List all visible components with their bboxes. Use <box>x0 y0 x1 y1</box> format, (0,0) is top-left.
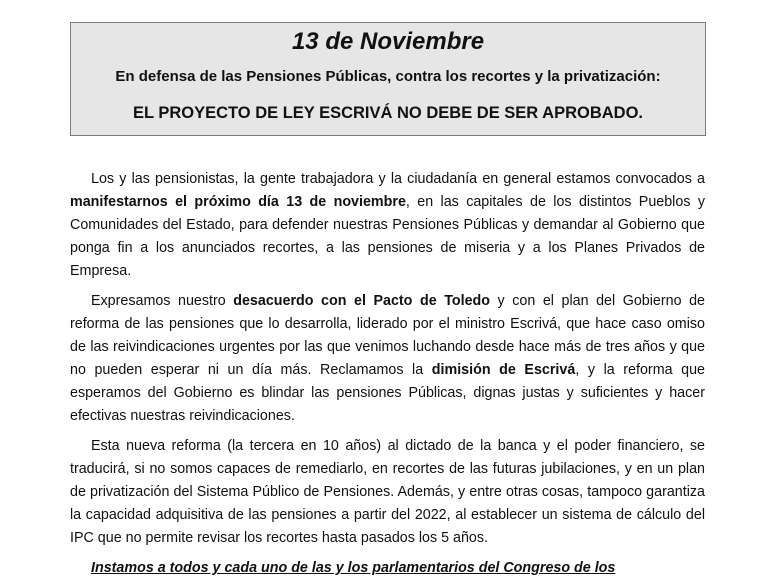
paragraph-4: Instamos a todos y cada uno de las y los parlamentarios del Congreso de los <box>91 560 616 576</box>
paragraph-1: Los y las pensionistas, la gente trabajadora y la ciudadanía en general estamos convocados a manifestarnos el próximo día 13 de noviembre, en las capitales de los distintos Pueblos y Comunidades del Estado, para defender nuestras Pensiones Públicas y demandar al Gobierno que ponga fin a los anunciados recortes, a las pensiones de miseria y a los Planes Privados de Empresa. <box>70 171 705 279</box>
document-date: 13 de Noviembre <box>291 28 485 55</box>
document-body <box>70 168 705 587</box>
emphasis-demonstration: manifestarnos el próximo día 13 de noviembre <box>70 194 406 210</box>
document-headline: EL PROYECTO DE LEY ESCRIVÁ NO DEBE DE SER APROBADO. <box>132 104 644 122</box>
header-box <box>70 22 706 136</box>
paragraph-2: Expresamos nuestro desacuerdo con el Pacto de Toledo y con el plan del Gobierno de reforma de las pensiones que lo desarrolla, liderado por el ministro Escrivá, que hace caso omiso de las reivindicaciones urgentes por las que venimos luchando desde hace más de tres años y que no pueden esperar ni un día más. Reclamamos la dimisión de Escrivá, y la reforma que esperamos del Gobierno es blindar las pensiones Públicas, dignas justas y suficientes y hacer efectivas nuestras reivindicaciones. <box>70 293 705 424</box>
paragraph-3: Esta nueva reforma (la tercera en 10 años) al dictado de la banca y el poder financiero, se traducirá, si no somos capaces de remediarlo, en recortes de las futuras jubilaciones, y en un plan de privatización del Sistema Público de Pensiones. Además, y entre otras cosas, tampoco garantiza la capacidad adquisitiva de las pensiones a partir del 2022, al establecer un sistema de cálculo del IPC que no permite revisar los recortes hasta pasados los 5 años. <box>70 438 705 546</box>
document-subtitle: En defensa de las Pensiones Públicas, contra los recortes y la privatización: <box>115 68 661 85</box>
emphasis-disagreement: desacuerdo con el Pacto de Toledo <box>233 293 490 309</box>
emphasis-resignation: dimisión de Escrivá <box>431 362 576 378</box>
